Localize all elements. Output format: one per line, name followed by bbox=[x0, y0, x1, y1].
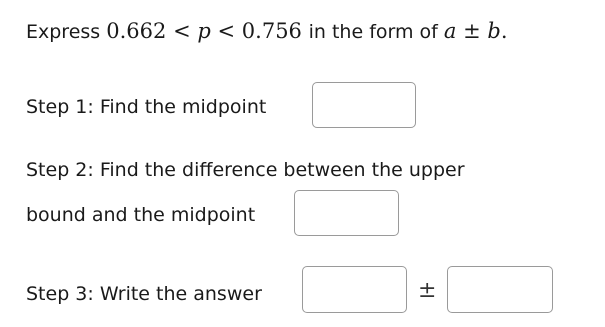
form-pm: ± bbox=[463, 19, 481, 43]
inequality bbox=[106, 19, 308, 43]
step-1-label: Step 1: Find the midpoint bbox=[26, 96, 267, 118]
less-than-1: < bbox=[173, 19, 191, 43]
answer-a-input[interactable] bbox=[302, 266, 407, 313]
step-3-label: Step 3: Write the answer bbox=[26, 283, 262, 305]
upper-bound: 0.756 bbox=[241, 19, 302, 43]
less-than-2: < bbox=[217, 19, 236, 43]
form-b: b bbox=[487, 19, 501, 43]
form-expression bbox=[444, 19, 508, 43]
variable-p: p bbox=[197, 19, 211, 43]
question-prefix: Express bbox=[26, 21, 101, 43]
question-text bbox=[26, 19, 508, 44]
answer-b-input[interactable] bbox=[447, 266, 553, 313]
step-2-label-line2: bound and the midpoint bbox=[26, 204, 256, 226]
plus-minus-sign: ± bbox=[418, 278, 437, 303]
lower-bound: 0.662 bbox=[106, 19, 167, 43]
midpoint-input[interactable] bbox=[312, 82, 416, 128]
step-2-label-line1: Step 2: Find the difference between the upper bbox=[26, 159, 465, 181]
difference-input[interactable] bbox=[294, 190, 399, 236]
form-end: . bbox=[500, 19, 508, 43]
form-a: a bbox=[443, 19, 457, 43]
question-middle: in the form of bbox=[308, 21, 438, 43]
